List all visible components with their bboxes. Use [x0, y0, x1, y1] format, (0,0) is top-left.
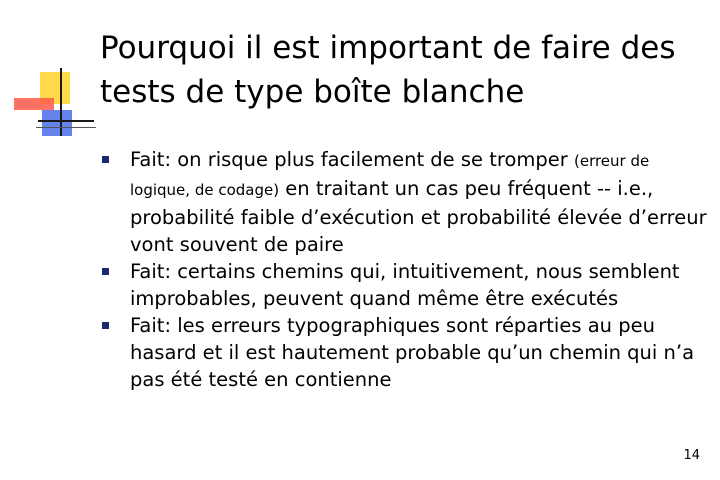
decor-horizontal-line-thin — [36, 127, 96, 128]
bullet-list — [100, 146, 710, 393]
square-bullet-icon — [102, 322, 109, 329]
slide-title: Pourquoi il est important de faire des tests de type boîte blanche — [100, 30, 676, 110]
bullet-text: Fait: les erreurs typographiques sont réparties au peu hasard et il est hautement probable qu’un chemin qui n’a pas été testé en contienne — [130, 314, 695, 391]
bullet-item — [100, 312, 710, 393]
bullet-item — [100, 258, 710, 312]
decor-vertical-line — [60, 68, 62, 136]
corner-decoration — [0, 0, 100, 140]
square-bullet-icon — [102, 268, 109, 275]
bullet-text: Fait: on risque plus facilement de se tromper — [130, 148, 574, 171]
decor-red-bar — [14, 98, 54, 110]
bullet-text-small: (erreur de logique, de codage) — [130, 152, 650, 199]
decor-blue-square — [42, 110, 72, 136]
decor-horizontal-line — [38, 120, 94, 122]
page-number: 14 — [683, 448, 700, 463]
bullet-item — [100, 146, 710, 258]
square-bullet-icon — [102, 156, 109, 163]
bullet-text: en traitant un cas peu fréquent -- i.e., probabilité faible d’exécution et probabilité élevée d’erreur vont souvent de paire — [130, 177, 707, 256]
bullet-text: Fait: certains chemins qui, intuitivement, nous semblent improbables, peuvent quand même être exécutés — [130, 260, 680, 310]
